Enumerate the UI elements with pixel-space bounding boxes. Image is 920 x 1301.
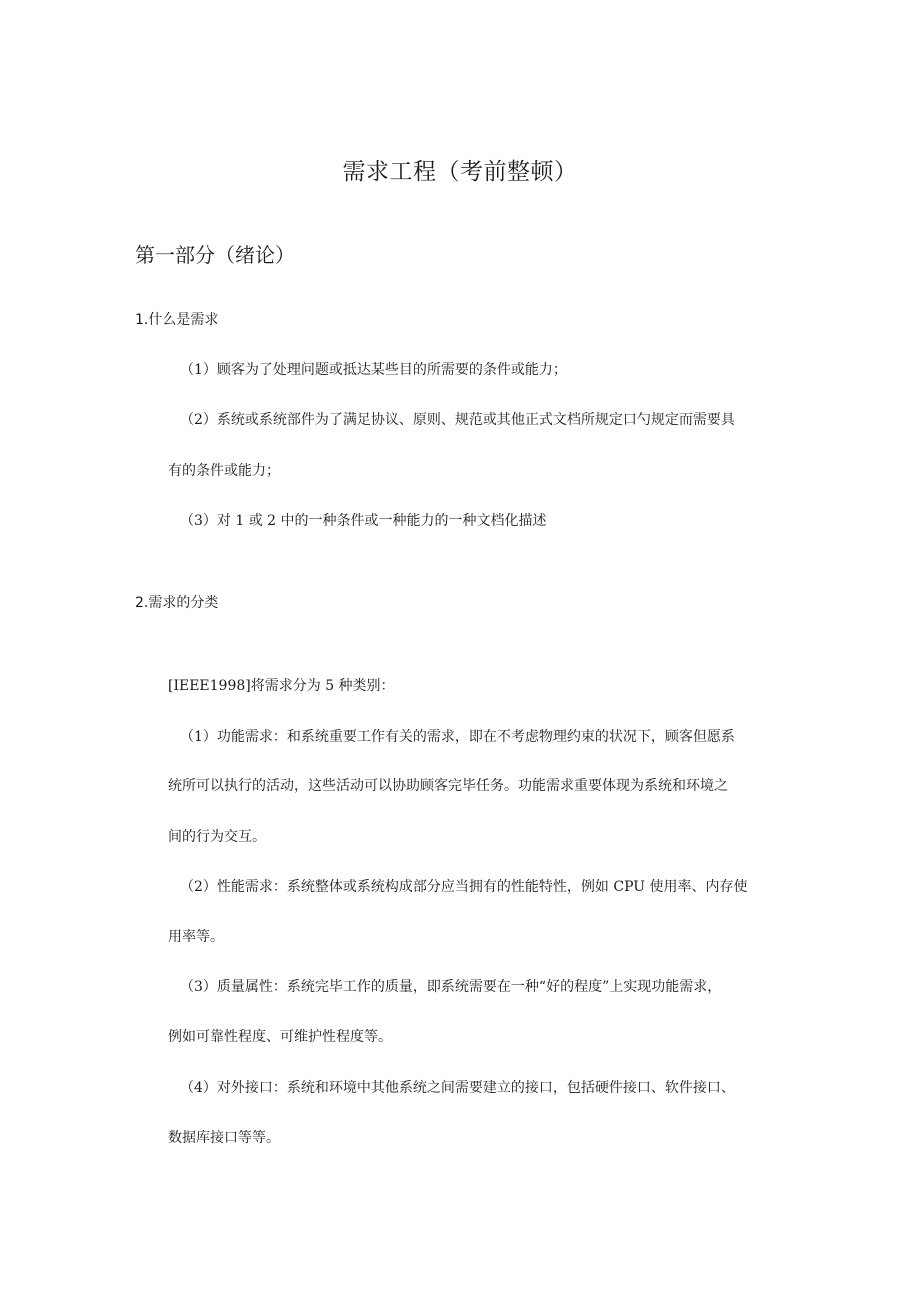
paragraph-line: 用率等。	[168, 929, 224, 945]
paragraph-line: 有的条件或能力；	[168, 463, 280, 479]
section-heading-requirement-classification: 2.需求的分类	[135, 595, 219, 611]
paragraph-line: （3）质量属性：系统完毕工作的质量，即系统需要在一种“好的程度”上实现功能需求，	[180, 979, 722, 995]
paragraph-line: （4）对外接口：系统和环境中其他系统之间需要建立的接口，包括硬件接口、软件接口、	[180, 1080, 735, 1096]
paragraph-line: （1）功能需求：和系统重要工作有关的需求，即在不考虑物理约束的状况下，顾客但愿系	[180, 729, 735, 745]
section-heading-what-is-requirement: 1.什么是需求	[135, 312, 219, 328]
paragraph-line: 统所可以执行的活动，这些活动可以协助顾客完毕任务。功能需求重要体现为系统和环境之	[168, 778, 728, 794]
paragraph-line: （1）顾客为了处理问题或抵达某些目的所需要的条件或能力；	[180, 362, 567, 378]
paragraph-line: （2）系统或系统部件为了满足协议、原则、规范或其他正式文档所规定口勺规定而需要具	[180, 412, 735, 428]
paragraph-line: [IEEE1998]将需求分为 5 种类别：	[168, 678, 395, 694]
paragraph-line: （3）对 1 或 2 中的一种条件或一种能力的一种文档化描述	[180, 513, 547, 529]
part-heading: 第一部分（绪论）	[135, 243, 295, 267]
document-title: 需求工程（考前整顿）	[342, 159, 578, 185]
paragraph-line: 例如可靠性程度、可维护性程度等。	[168, 1029, 392, 1045]
paragraph-line: 间的行为交互。	[168, 829, 266, 845]
paragraph-line: 数据库接口等等。	[168, 1130, 280, 1146]
paragraph-line: （2）性能需求：系统整体或系统构成部分应当拥有的性能特性，例如 CPU 使用率、内存使	[180, 879, 748, 895]
